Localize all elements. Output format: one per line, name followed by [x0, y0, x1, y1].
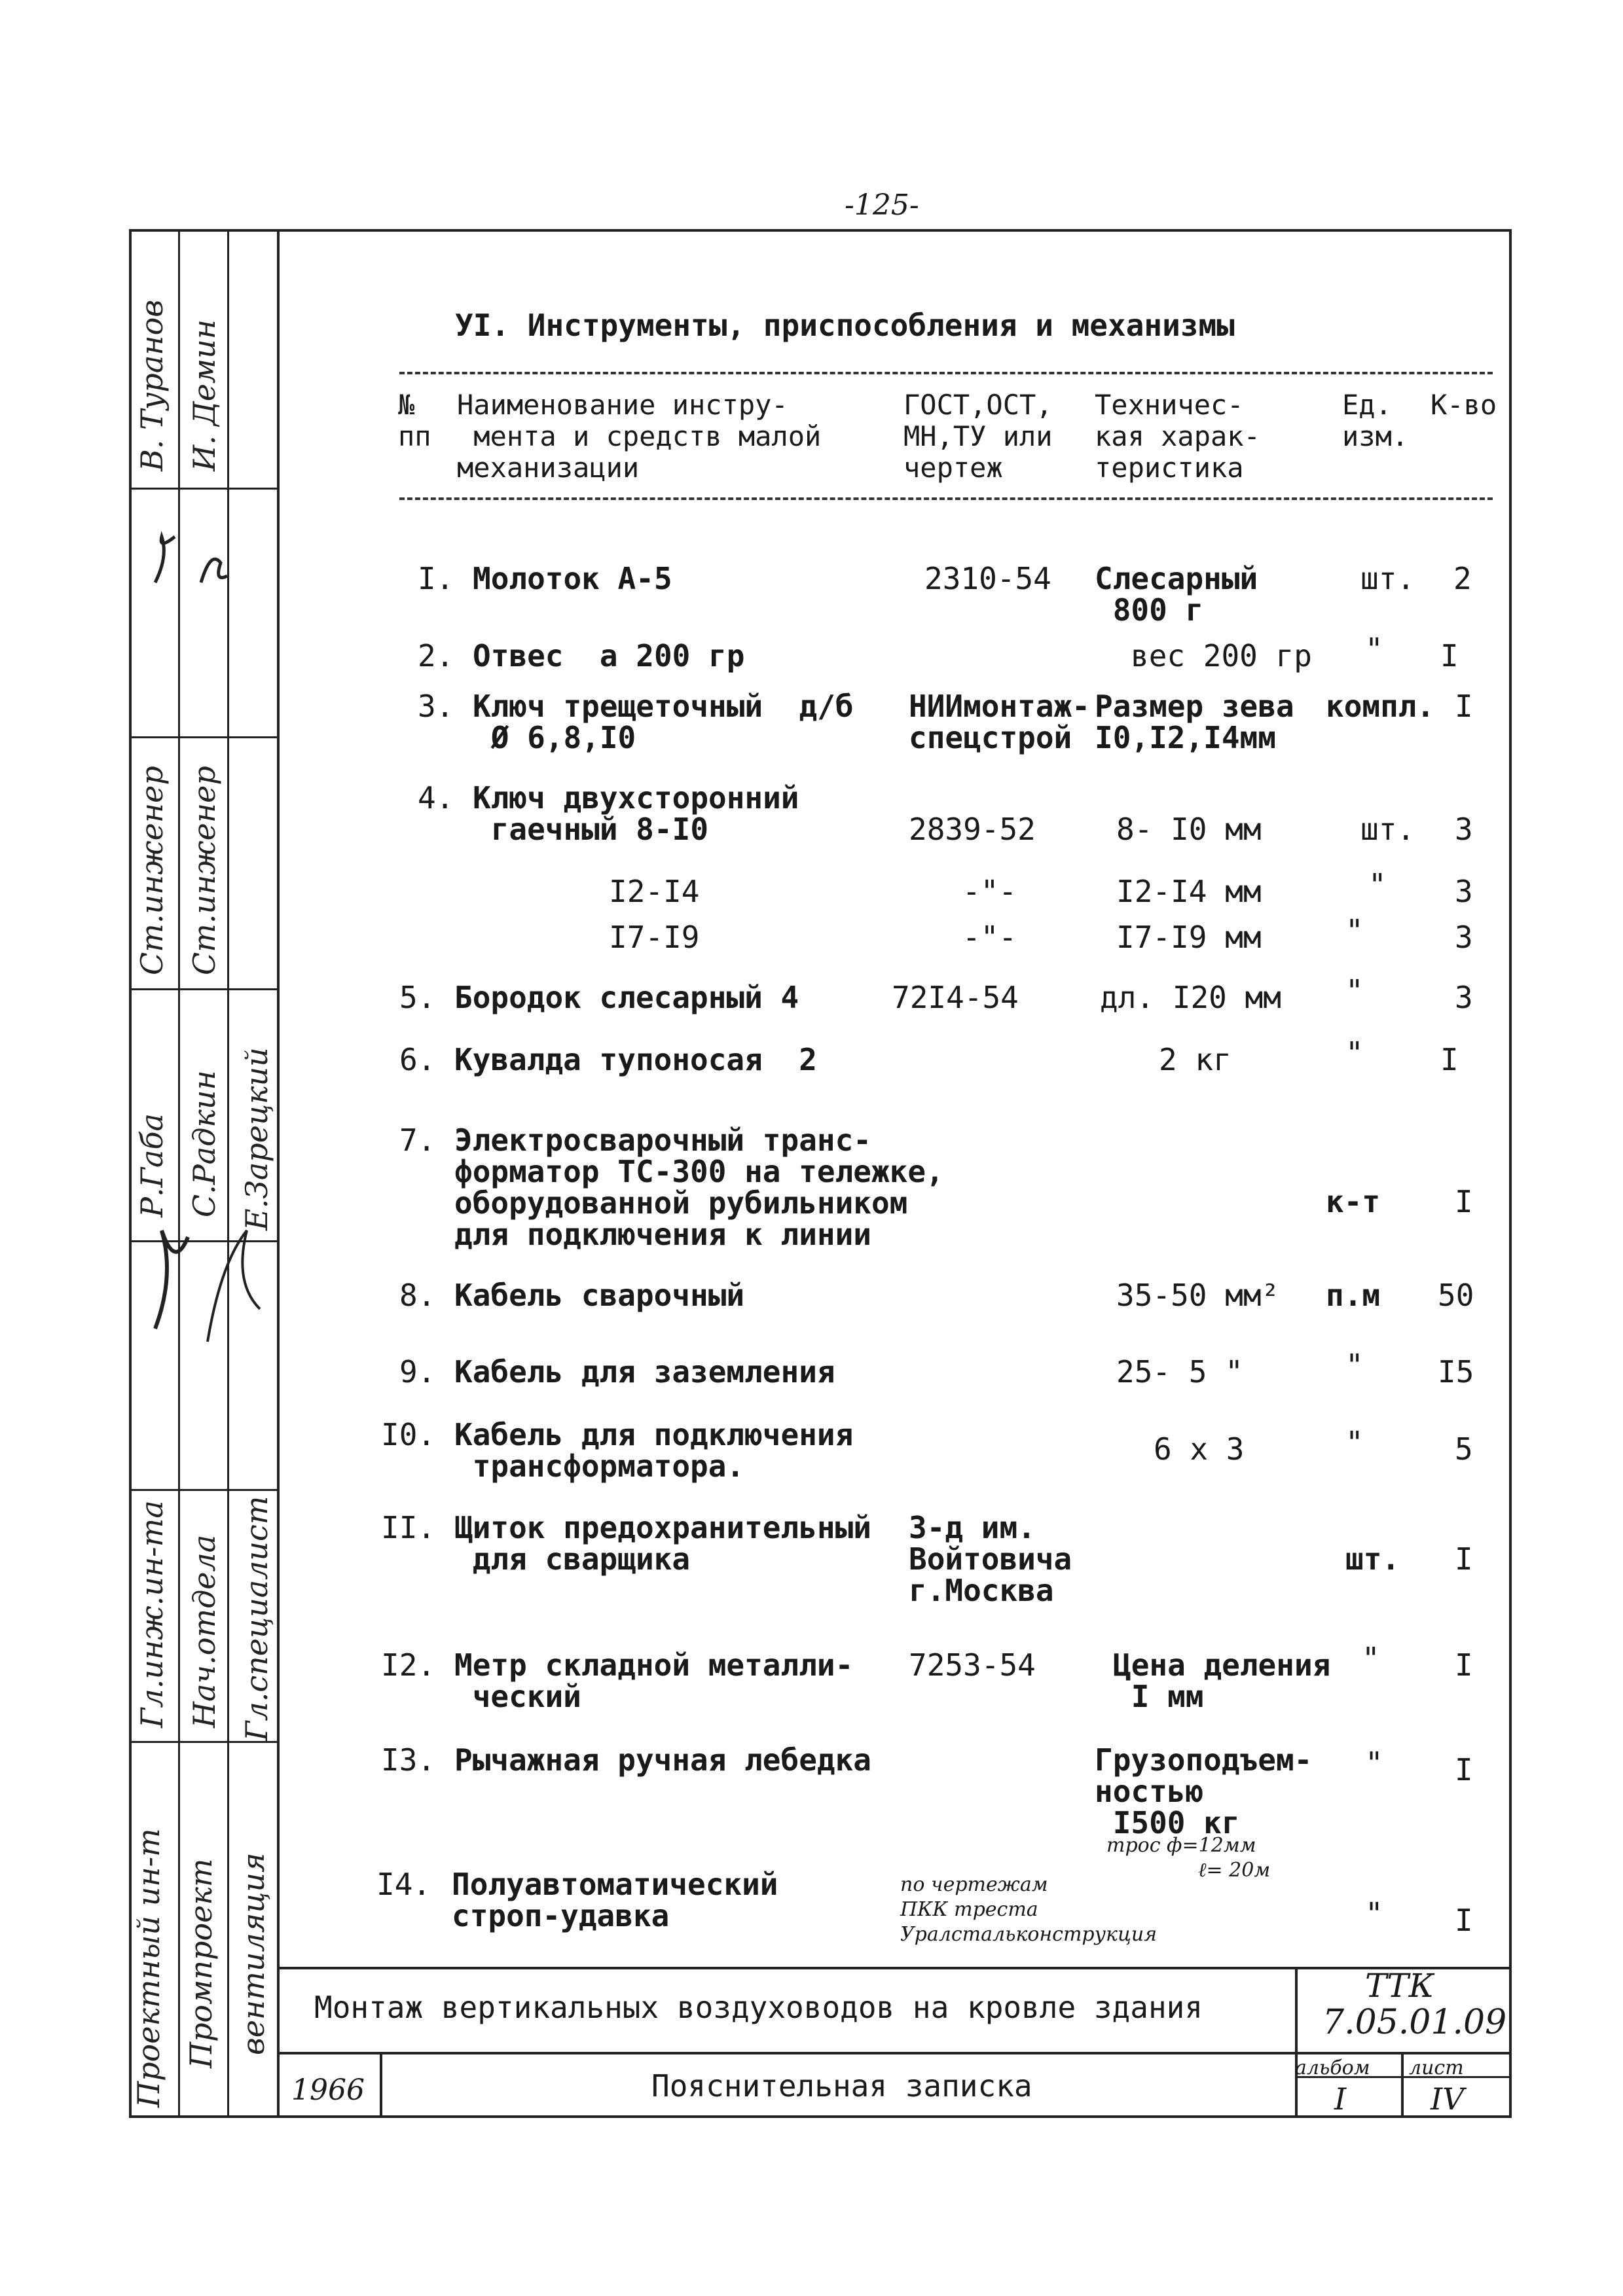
title-block-sheet-value: IV [1431, 2081, 1465, 2117]
row-4b-unit: " [1368, 867, 1387, 903]
row-10-name: Кабель для подключения трансформатора. [454, 1417, 854, 1484]
note-drawing-ref-3: Уралстальконструкция [900, 1923, 1158, 1946]
row-11-name: Щиток предохранительный для сварщика [454, 1510, 871, 1577]
row-7-unit: к-т [1326, 1184, 1381, 1219]
title-block-document: Пояснительная записка [651, 2068, 1032, 2104]
header-bottom-rule [399, 497, 1493, 500]
row-2-name: Отвес а 200 гр [473, 638, 745, 673]
row-11-num: II. [381, 1510, 436, 1545]
row-4c-qty: 3 [1455, 920, 1473, 955]
title-block-main-title: Монтаж вертикальных воздуховодов на кровле здания [314, 1990, 1203, 2025]
row-10-num: I0. [381, 1417, 436, 1452]
section-title: УІ. Инструменты, приспособления и механизмы [455, 308, 1235, 343]
institute-name-3: вентиляция [236, 1852, 271, 2055]
row-3-qty: I [1455, 689, 1473, 724]
signature-turanov: В. Туранов [134, 299, 170, 471]
row-9-num: 9. [399, 1354, 436, 1390]
row-14-name: Полуавтоматический строп-удавка [452, 1867, 778, 1933]
institute-name-2: Промпроект [183, 1858, 219, 2068]
header-qty: К-во [1431, 389, 1497, 421]
row-8-name: Кабель сварочный [454, 1278, 745, 1313]
row-13-num: I3. [381, 1742, 436, 1778]
header-gost: ГОСТ,ОСТ, МН,ТУ или чертеж [903, 389, 1053, 484]
row-1-num: I. [418, 561, 454, 596]
row-11-unit: шт. [1345, 1541, 1400, 1577]
page-number: -125- [845, 188, 919, 222]
row-7-qty: I [1455, 1184, 1473, 1219]
row-8-num: 8. [399, 1278, 436, 1313]
row-5-spec: дл. I20 мм [1100, 980, 1281, 1015]
row-3-num: 3. [418, 689, 454, 724]
row-1-spec: Слесарный 800 г [1095, 561, 1258, 628]
row-3-unit: компл. [1326, 689, 1435, 724]
row-14-qty: I [1455, 1903, 1473, 1938]
row-4c-unit: " [1345, 913, 1364, 948]
row-10-qty: 5 [1455, 1431, 1473, 1467]
signature-gaba: Р.Габа [134, 1113, 170, 1217]
row-1-qty: 2 [1453, 561, 1472, 596]
header-num: № пп [398, 389, 431, 452]
note-drawing-ref-1: по чертежам [900, 1873, 1048, 1896]
note-drawing-ref-2: ПКК треста [900, 1898, 1038, 1921]
row-11-gost: 3-д им. Войтовича г.Москва [909, 1510, 1072, 1608]
row-13-qty: I [1455, 1752, 1473, 1787]
signature-scribbles [129, 491, 280, 1420]
row-5-name: Бородок слесарный 4 [454, 980, 799, 1015]
title-block-sheet-label: лист [1409, 2056, 1464, 2079]
row-4-unit: шт. [1360, 812, 1415, 847]
row-9-qty: I5 [1438, 1354, 1474, 1390]
row-4-qty: 3 [1455, 812, 1473, 847]
row-3-name: Ключ трещеточный д/б Ø 6,8,I0 [473, 689, 854, 755]
row-6-qty: I [1440, 1042, 1459, 1077]
row-9-unit: " [1345, 1348, 1364, 1383]
row-5-unit: " [1345, 973, 1364, 1009]
signature-demin: И. Демин [187, 319, 222, 471]
row-4b-spec: I2-I4 мм [1116, 874, 1262, 909]
header-top-rule [399, 372, 1493, 374]
row-9-name: Кабель для заземления [454, 1354, 835, 1390]
row-4-gost: 2839-52 [909, 812, 1036, 847]
signature-title-chief-specialist: Гл.специалист [239, 1496, 274, 1741]
signature-radkin: С.Радкин [187, 1070, 222, 1217]
row-10-spec: 6 х 3 [1154, 1431, 1245, 1467]
row-12-num: I2. [381, 1647, 436, 1683]
row-14-unit: " [1365, 1896, 1383, 1931]
header-name: Наименование инстру- мента и средств малой механизации [457, 389, 822, 484]
row-12-qty: I [1455, 1647, 1473, 1683]
row-2-unit: " [1365, 632, 1383, 667]
institute-name-1: Проектный ин-т [131, 1828, 166, 2108]
row-8-qty: 50 [1438, 1278, 1474, 1313]
row-4-num: 4. [418, 780, 454, 816]
row-13-name: Рычажная ручная лебедка [454, 1742, 871, 1778]
row-2-spec: вес 200 гр [1131, 638, 1312, 673]
row-11-qty: I [1455, 1541, 1473, 1577]
row-6-spec: 2 кг [1159, 1042, 1231, 1077]
row-2-qty: I [1440, 638, 1459, 673]
row-1-gost: 2310-54 [924, 561, 1051, 596]
row-4c-spec: I7-I9 мм [1116, 920, 1262, 955]
row-12-unit: " [1362, 1641, 1380, 1676]
title-block-ttk-label: ТТК [1365, 1967, 1434, 2005]
row-7-name: Электросварочный транс- форматор ТС-300 на тележке, оборудованной рубильником для подключения к линии [454, 1122, 944, 1252]
row-6-name: Кувалда тупоносая 2 [454, 1042, 817, 1077]
header-unit: Ед. изм. [1342, 389, 1409, 452]
row-8-spec: 35-50 мм² [1116, 1278, 1280, 1313]
row-3-spec: Размер зева I0,I2,I4мм [1095, 689, 1294, 755]
row-1-unit: шт. [1360, 561, 1415, 596]
note-rope-spec-2: ℓ= 20м [1198, 1859, 1271, 1882]
header-spec: Техничес- кая харак- теристика [1095, 389, 1260, 484]
row-8-unit: п.м [1326, 1278, 1381, 1313]
row-6-unit: " [1345, 1035, 1364, 1071]
signature-title-dept-head: Нач.отдела [187, 1534, 222, 1728]
title-block-year: 1966 [291, 2073, 365, 2107]
row-4-name: Ключ двухсторонний гаечный 8-I0 [473, 780, 799, 847]
row-14-num: I4. [376, 1867, 431, 1902]
row-10-unit: " [1345, 1425, 1364, 1460]
row-4c-name: I7-I9 [609, 920, 700, 955]
row-12-gost: 7253-54 [909, 1647, 1036, 1683]
row-12-name: Метр складной металли- ческий [454, 1647, 854, 1714]
row-12-spec: Цена деления I мм [1113, 1647, 1331, 1714]
row-4b-qty: 3 [1455, 874, 1473, 909]
row-5-qty: 3 [1455, 980, 1473, 1015]
row-5-num: 5. [399, 980, 436, 1015]
row-7-num: 7. [399, 1122, 436, 1158]
row-4b-name: I2-I4 [609, 874, 700, 909]
row-6-num: 6. [399, 1042, 436, 1077]
row-4-spec: 8- I0 мм [1116, 812, 1262, 847]
row-2-num: 2. [418, 638, 454, 673]
row-4b-gost: -"- [962, 874, 1017, 909]
row-13-spec: Грузоподъем- ностью I500 кг [1095, 1742, 1313, 1840]
signature-title-sr-engineer-1: Ст.инженер [134, 766, 170, 975]
row-4c-gost: -"- [962, 920, 1017, 955]
title-block-ttk-code: 7.05.01.09 [1322, 2003, 1507, 2042]
note-rope-spec-1: трос ф=12мм [1106, 1834, 1256, 1857]
row-13-unit: " [1365, 1746, 1383, 1781]
signature-zaretsky: Е.Зарецкий [239, 1047, 274, 1230]
row-3-gost: НИИмонтаж- спецстрой [909, 689, 1090, 755]
row-1-name: Молоток А-5 [473, 561, 672, 596]
signature-title-chief-engineer: Гл.инж.ин-та [134, 1500, 170, 1728]
signature-title-sr-engineer-2: Ст.инженер [187, 766, 222, 975]
row-5-gost: 72I4-54 [892, 980, 1019, 1015]
title-block-album-value: I [1334, 2081, 1347, 2117]
row-9-spec: 25- 5 " [1116, 1354, 1243, 1390]
title-block-album-label: альбом [1295, 2056, 1370, 2079]
